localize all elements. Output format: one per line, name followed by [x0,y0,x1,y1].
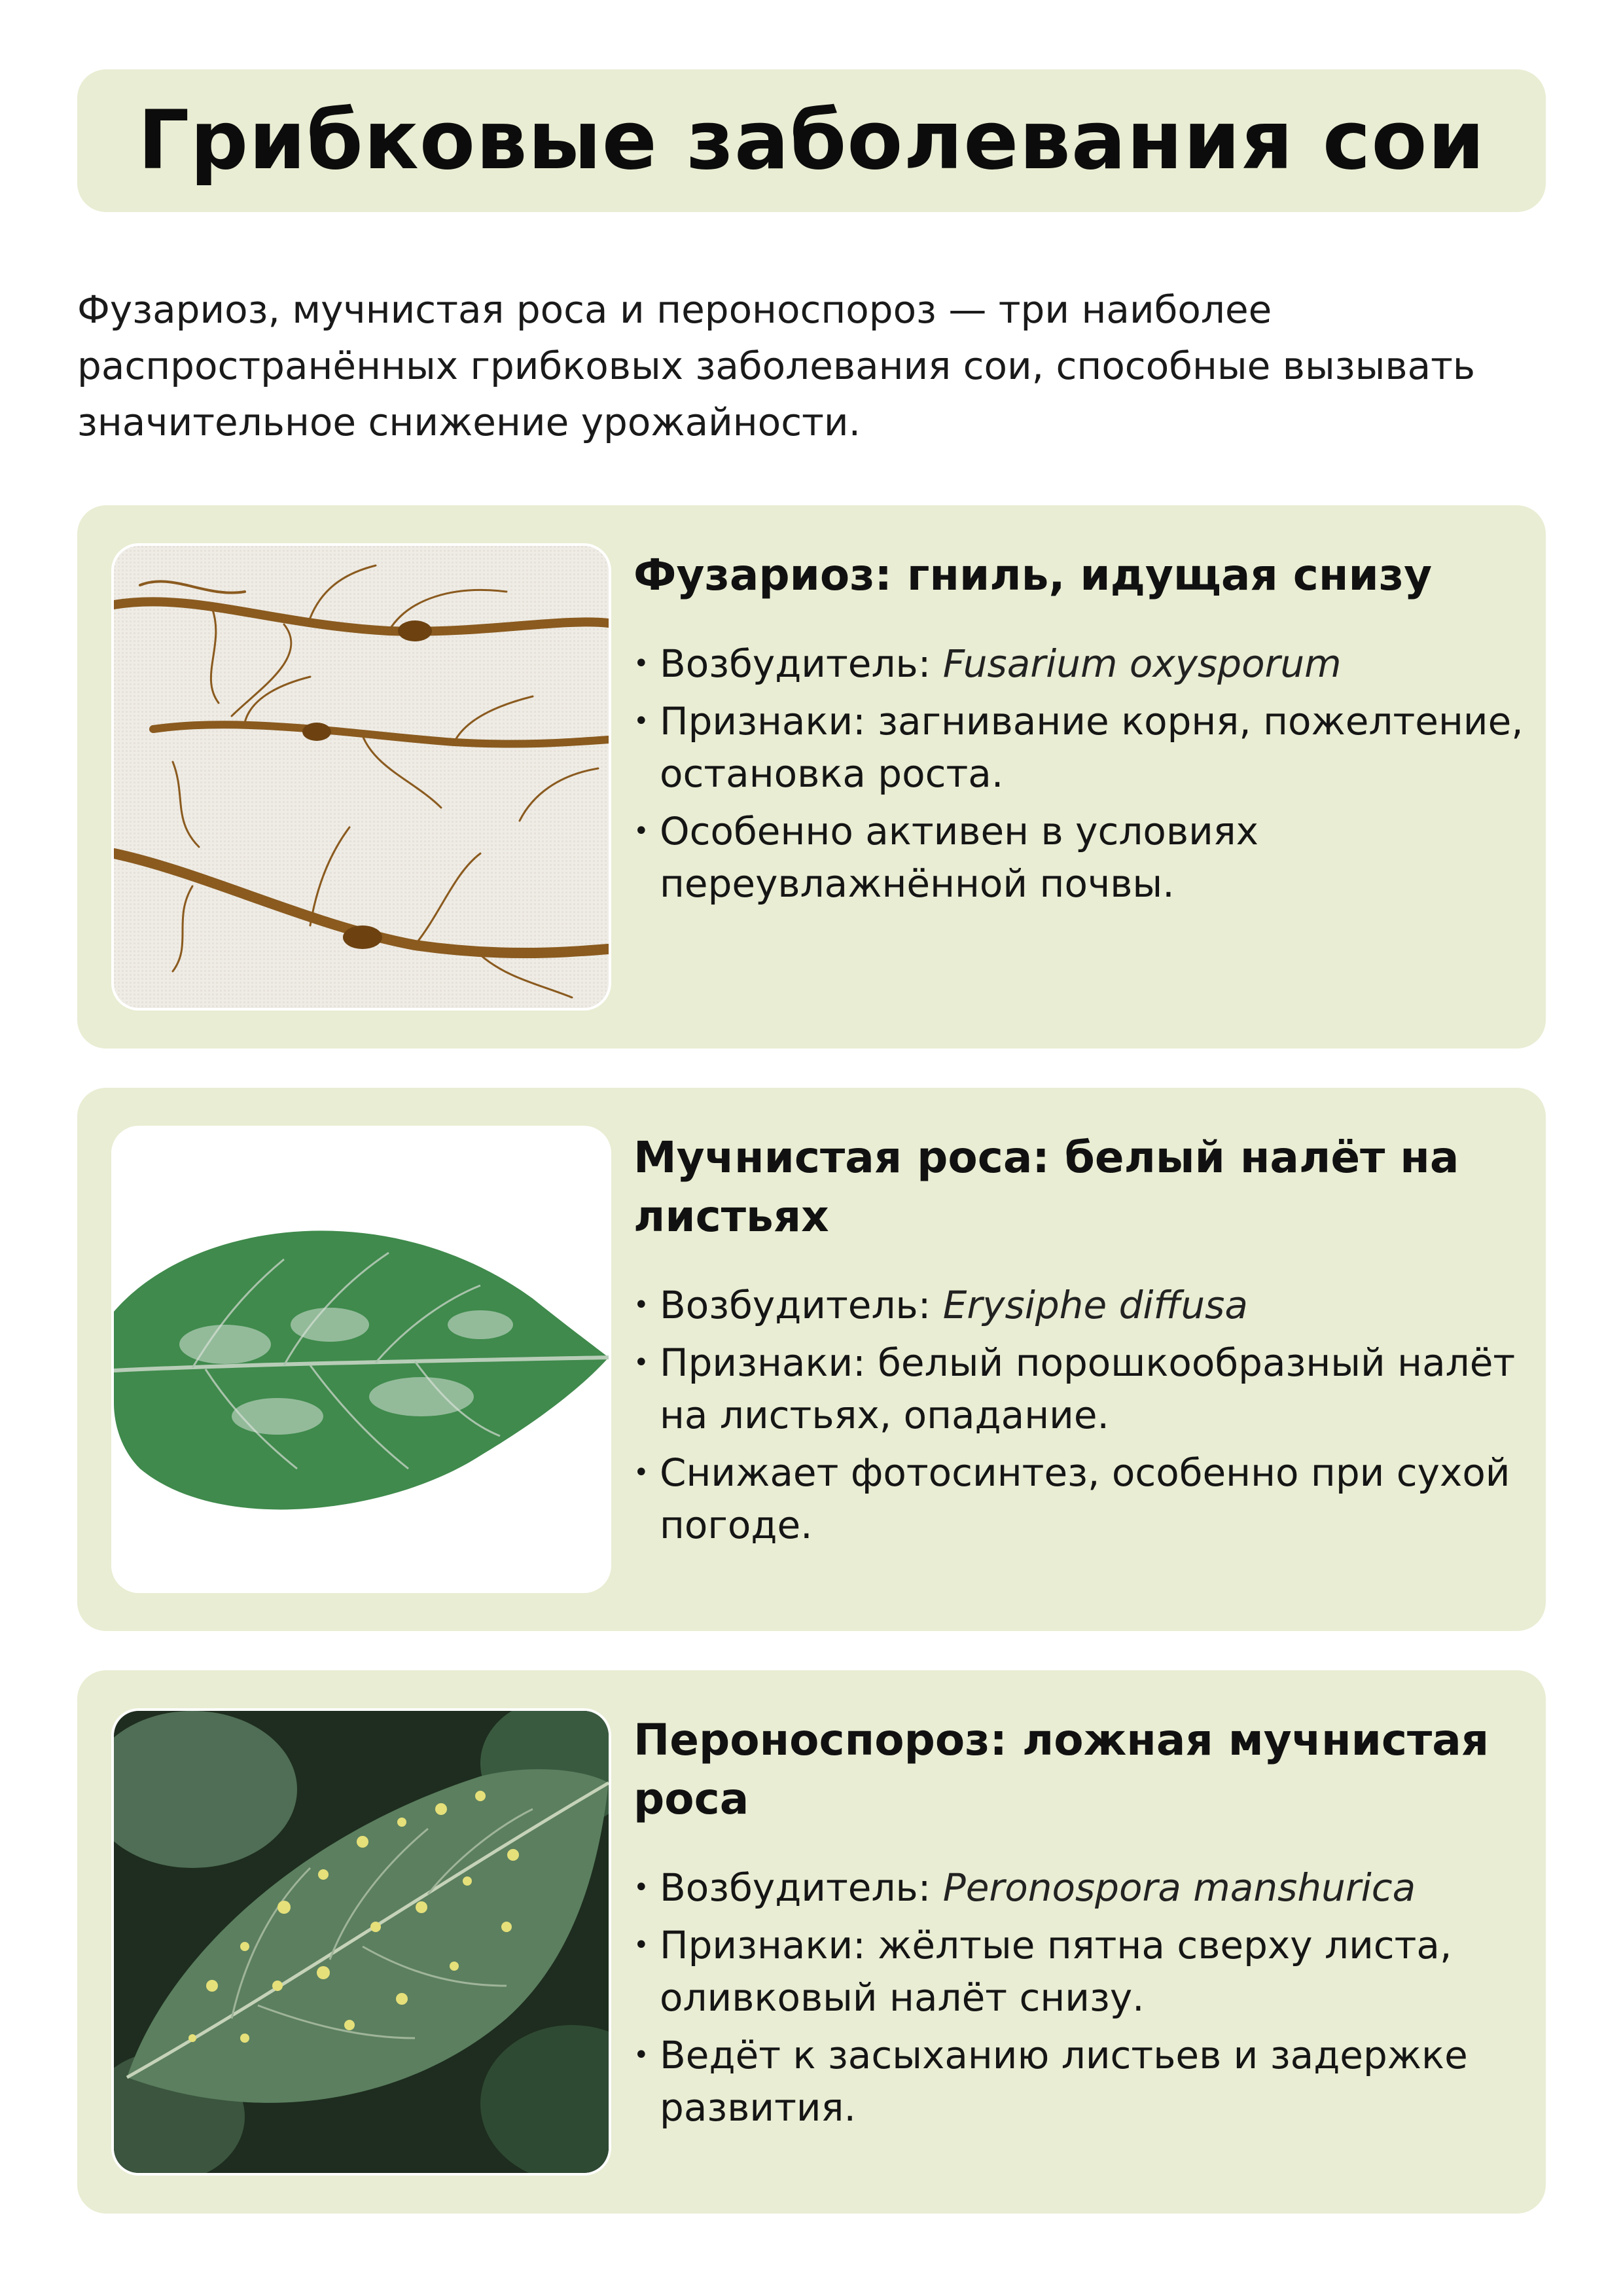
disease-card-fusarium [77,505,1546,1049]
disease-facts [633,1279,1537,1551]
disease-facts [633,1861,1537,2134]
pathogen-item [633,1861,1537,1914]
pathogen-name: Erysiphe diffusa [942,1283,1248,1327]
pathogen-label: Возбудитель: [660,1865,931,1910]
pathogen-name: Peronospora manshurica [942,1865,1416,1910]
bullet-icon: • [633,2040,649,2070]
signs-item [633,1919,1537,2024]
pathogen-label: Возбудитель: [660,641,931,686]
signs-item [633,695,1537,800]
signs-text: Признаки: жёлтые пятна сверху листа, оливковый налёт снизу. [660,1923,1452,2020]
signs-text: Признаки: белый порошкообразный налёт на листьях, опадание. [660,1340,1516,1437]
disease-heading: Мучнистая роса: белый налёт на листьях [633,1132,1459,1242]
pathogen-item [633,637,1537,690]
bullet-icon: • [633,1873,649,1903]
disease-facts [633,637,1537,910]
signs-item [633,1336,1537,1441]
title-banner [77,69,1546,212]
disease-text-powdery-mildew [633,1128,1537,1556]
powdery-leaf-photo [114,1128,609,1590]
bullet-icon: • [633,816,649,846]
page-title: Грибковые заболевания сои [137,94,1486,188]
note-text: Снижает фотосинтез, особенно при сухой погоде. [660,1450,1510,1547]
disease-card-powdery-mildew [77,1088,1546,1631]
pathogen-name: Fusarium oxysporum [942,641,1342,686]
bullet-icon: • [633,706,649,736]
pathogen-label: Возбудитель: [660,1283,931,1327]
bullet-icon: • [633,1458,649,1488]
signs-text: Признаки: загнивание корня, пожелтение, остановка роста. [660,699,1524,796]
disease-card-downy-mildew [77,1670,1546,2214]
disease-text-fusarium [633,546,1537,915]
soybean-roots-photo [114,546,609,1008]
bullet-icon: • [633,649,649,679]
bullet-icon: • [633,1290,649,1320]
disease-heading: Фузариоз: гниль, идущая снизу [633,550,1433,600]
note-item [633,1446,1537,1551]
disease-heading: Пероноспороз: ложная мучнистая роса [633,1715,1489,1824]
downy-mildew-leaf-photo [114,1711,609,2173]
note-item [633,805,1537,910]
bullet-icon: • [633,1348,649,1378]
pathogen-item [633,1279,1537,1331]
note-text: Особенно активен в условиях переувлажнённой почвы. [660,809,1259,906]
disease-text-downy-mildew [633,1711,1537,2139]
bullet-icon: • [633,1930,649,1960]
note-text: Ведёт к засыханию листьев и задержке развития. [660,2033,1468,2130]
note-item [633,2029,1537,2134]
intro-paragraph: Фузариоз, мучнистая роса и пероноспороз — три наиболее распространённых грибковых заболевания сои, способные вызывать значительное снижение урожайности. [77,287,1476,444]
